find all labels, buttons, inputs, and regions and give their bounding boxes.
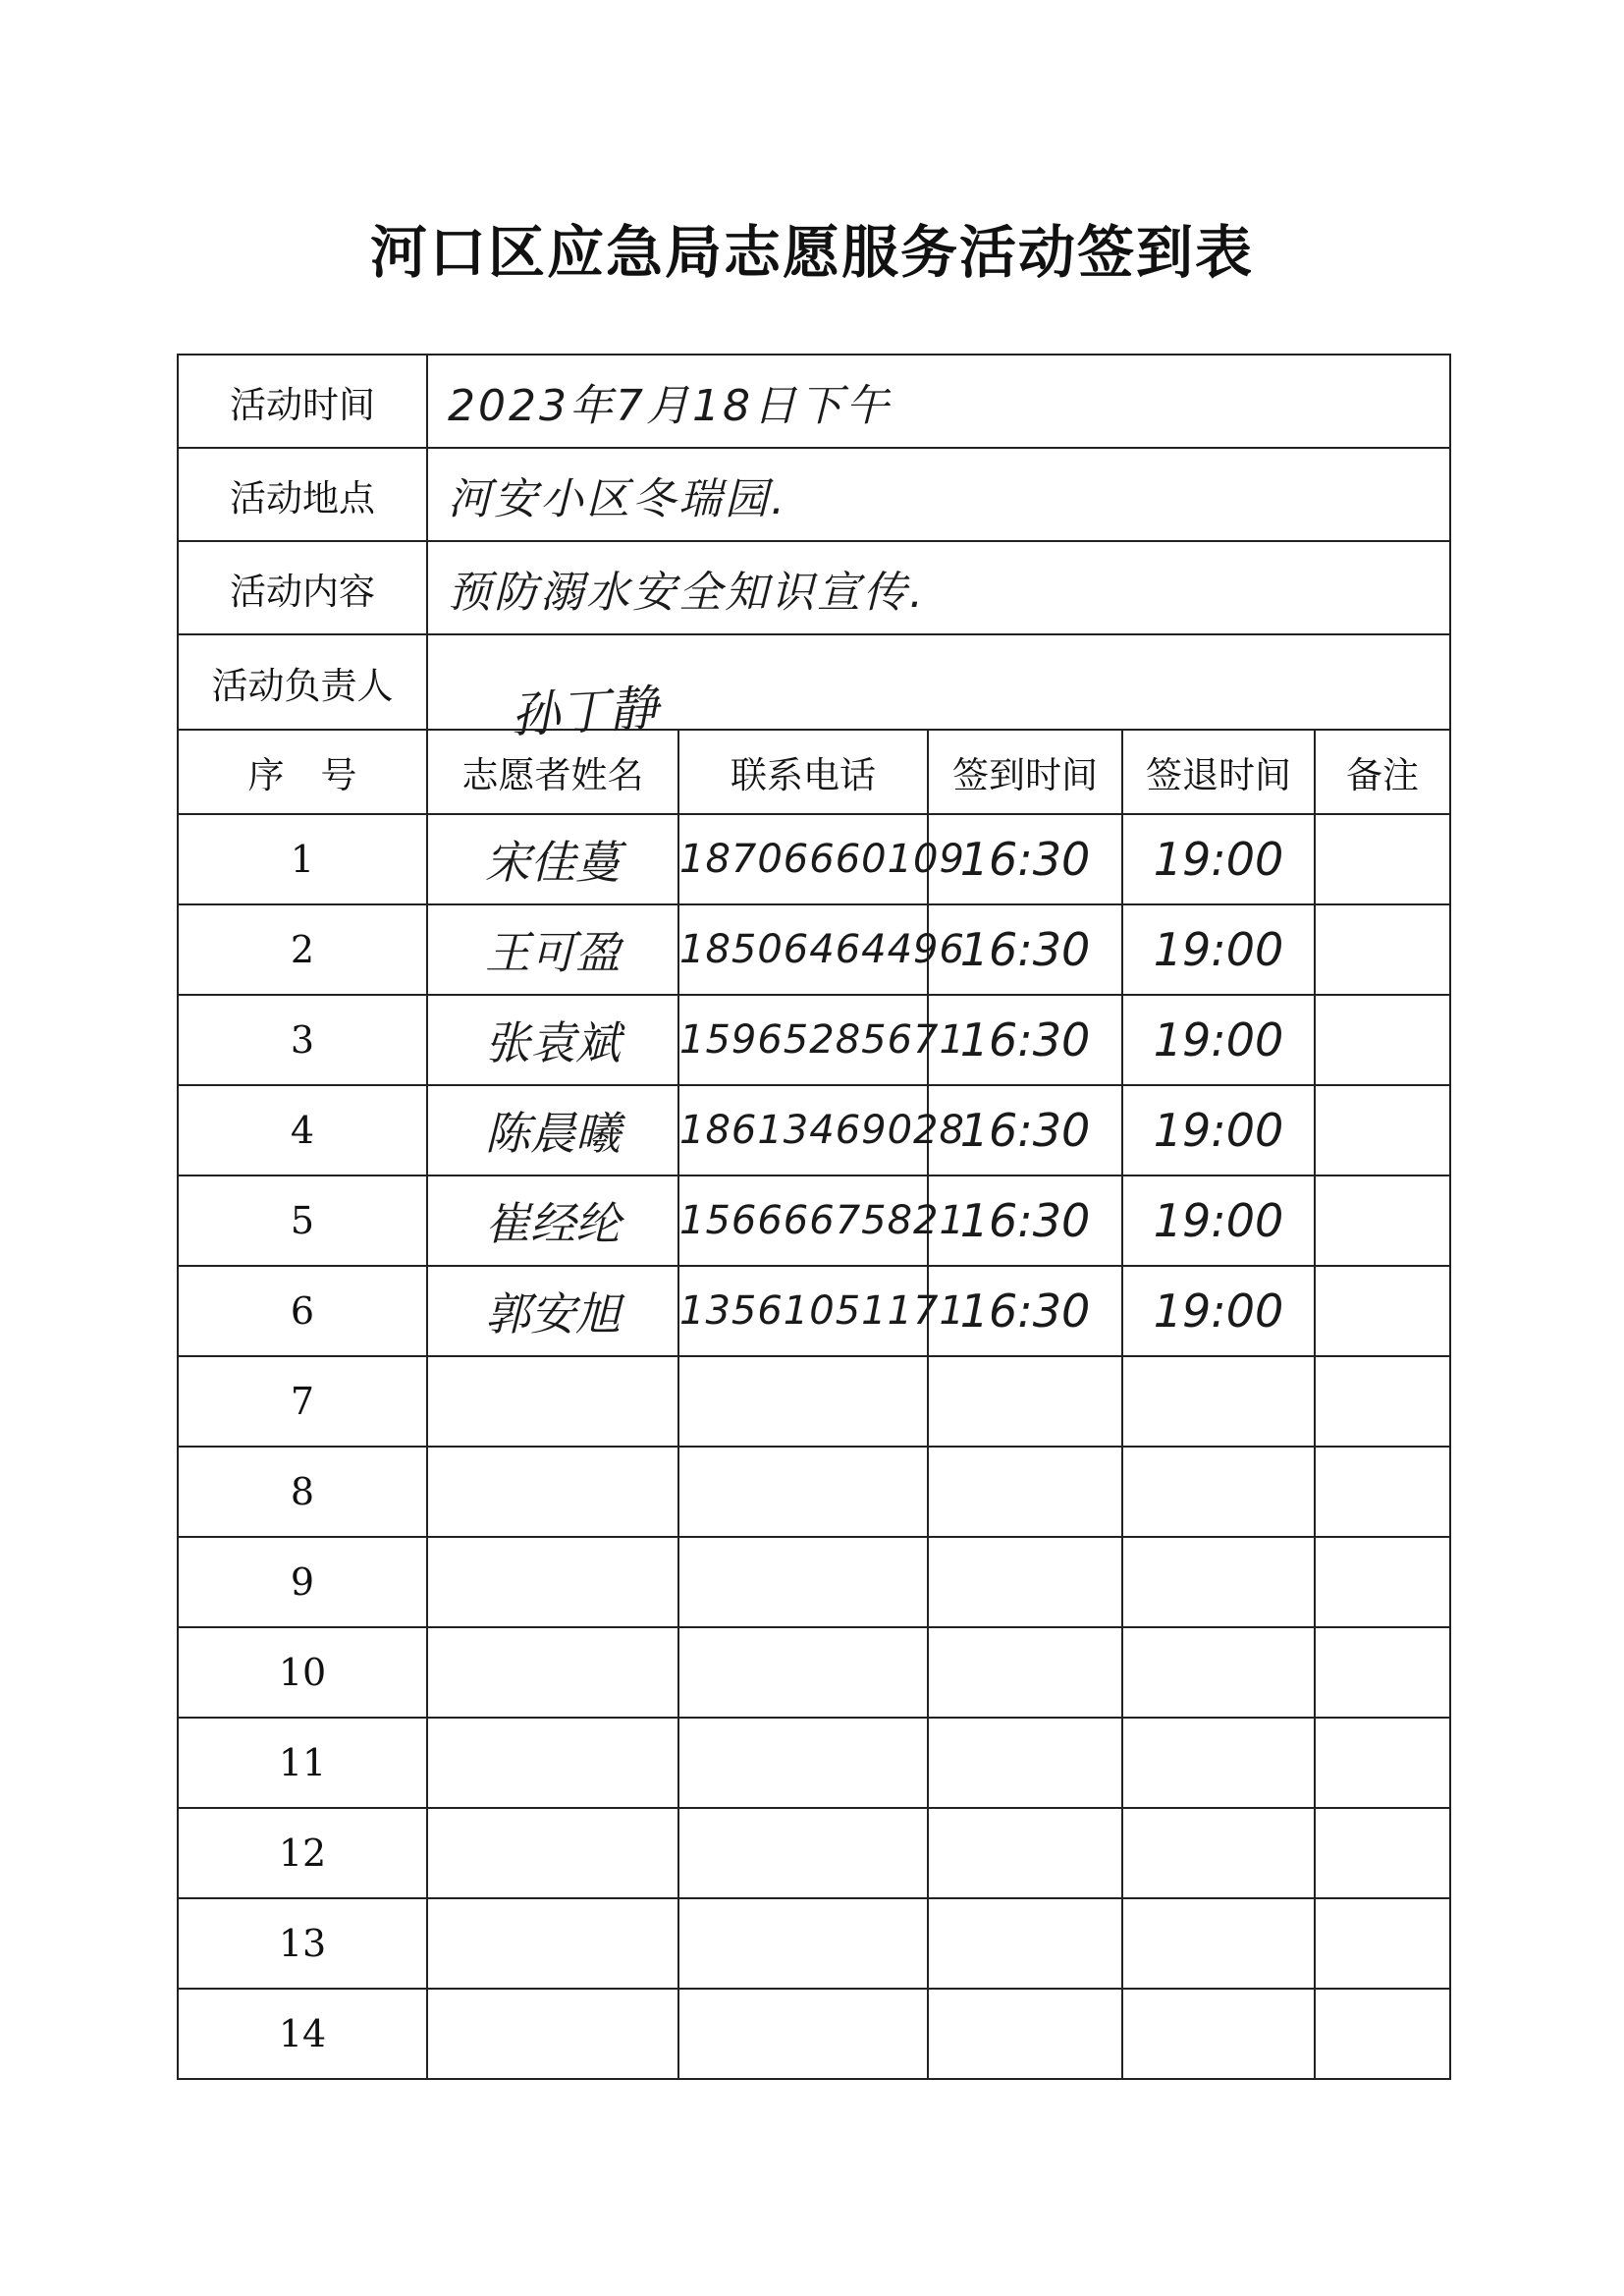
table-row: [178, 1898, 1450, 1989]
note: [1315, 904, 1450, 995]
table-row: [178, 1447, 1450, 1537]
column-header-note: 备注: [1315, 730, 1450, 814]
row-number: 12: [178, 1808, 427, 1898]
sign-out-time: 19:00: [1122, 1085, 1315, 1175]
table-row: [178, 1627, 1450, 1718]
row-number: 11: [178, 1718, 427, 1808]
volunteer-name: [427, 1898, 678, 1989]
phone-number: 18706660109: [678, 814, 928, 904]
note: [1315, 1537, 1450, 1627]
volunteer-name: [427, 1718, 678, 1808]
phone-number: [678, 1989, 928, 2079]
phone-number: [678, 1718, 928, 1808]
sign-in-time: 16:30: [928, 904, 1122, 995]
note: [1315, 1627, 1450, 1718]
info-value-content: 预防溺水安全知识宣传.: [427, 541, 1450, 634]
row-number: 7: [178, 1356, 427, 1447]
note: [1315, 1989, 1450, 2079]
note: [1315, 1718, 1450, 1808]
phone-number: 15965285671: [678, 995, 928, 1085]
note: [1315, 1175, 1450, 1266]
column-header-number: 序 号: [178, 730, 427, 814]
row-number: 1: [178, 814, 427, 904]
phone-number: [678, 1627, 928, 1718]
sign-in-time: [928, 1989, 1122, 2079]
volunteer-name: 宋佳蔓: [427, 814, 678, 904]
info-label: 活动时间: [178, 355, 427, 448]
table-row: [178, 904, 1450, 995]
phone-number: [678, 1356, 928, 1447]
table-row: [178, 1989, 1450, 2079]
phone-number: [678, 1537, 928, 1627]
sign-in-time: [928, 1356, 1122, 1447]
table-row: [178, 1356, 1450, 1447]
sign-out-time: [1122, 1537, 1315, 1627]
volunteer-name: [427, 1447, 678, 1537]
info-row-leader: [178, 634, 1450, 730]
leader-signature: 孙丁静: [509, 680, 660, 744]
info-value-location: 河安小区冬瑞园.: [427, 448, 1450, 541]
volunteer-name: 陈晨曦: [427, 1085, 678, 1175]
volunteer-name: [427, 1356, 678, 1447]
info-label: 活动内容: [178, 541, 427, 634]
note: [1315, 1085, 1450, 1175]
column-header-sign-in: 签到时间: [928, 730, 1122, 814]
sign-in-time: [928, 1447, 1122, 1537]
sign-out-time: 19:00: [1122, 814, 1315, 904]
row-number: 8: [178, 1447, 427, 1537]
row-number: 9: [178, 1537, 427, 1627]
sign-in-time: [928, 1808, 1122, 1898]
note: [1315, 995, 1450, 1085]
row-number: 2: [178, 904, 427, 995]
volunteer-name: 郭安旭: [427, 1266, 678, 1356]
info-row-time: [178, 355, 1450, 448]
note: [1315, 1447, 1450, 1537]
table-row: [178, 1808, 1450, 1898]
sign-out-time: [1122, 1627, 1315, 1718]
volunteer-rows: [178, 814, 1450, 2079]
sign-in-time: [928, 1898, 1122, 1989]
sign-out-time: 19:00: [1122, 1266, 1315, 1356]
row-number: 10: [178, 1627, 427, 1718]
table-row: [178, 1266, 1450, 1356]
phone-number: 18613469028: [678, 1085, 928, 1175]
info-row-location: [178, 448, 1450, 541]
column-header-name: 志愿者姓名: [427, 730, 678, 814]
sign-out-time: [1122, 1447, 1315, 1537]
sign-in-time: 16:30: [928, 1085, 1122, 1175]
table-row: [178, 814, 1450, 904]
table-row: [178, 1085, 1450, 1175]
info-label: 活动地点: [178, 448, 427, 541]
sign-in-time: [928, 1627, 1122, 1718]
row-number: 5: [178, 1175, 427, 1266]
table-row: [178, 995, 1450, 1085]
row-number: 14: [178, 1989, 427, 2079]
column-header-phone: 联系电话: [678, 730, 928, 814]
row-number: 4: [178, 1085, 427, 1175]
phone-number: 18506464496: [678, 904, 928, 995]
sign-out-time: 19:00: [1122, 1175, 1315, 1266]
sign-in-time: 16:30: [928, 1175, 1122, 1266]
sign-out-time: [1122, 1989, 1315, 2079]
row-number: 13: [178, 1898, 427, 1989]
phone-number: 13561051171: [678, 1266, 928, 1356]
note: [1315, 1266, 1450, 1356]
column-header-row: [178, 730, 1450, 814]
phone-number: [678, 1808, 928, 1898]
volunteer-name: [427, 1989, 678, 2079]
sign-out-time: 19:00: [1122, 904, 1315, 995]
sign-out-time: [1122, 1808, 1315, 1898]
volunteer-name: [427, 1627, 678, 1718]
volunteer-name: [427, 1808, 678, 1898]
volunteer-name: 王可盈: [427, 904, 678, 995]
sign-in-time: 16:30: [928, 1266, 1122, 1356]
sign-in-table: [177, 354, 1451, 2080]
info-row-content: [178, 541, 1450, 634]
row-number: 6: [178, 1266, 427, 1356]
note: [1315, 814, 1450, 904]
sign-out-time: [1122, 1718, 1315, 1808]
note: [1315, 1808, 1450, 1898]
phone-number: [678, 1447, 928, 1537]
note: [1315, 1356, 1450, 1447]
sign-out-time: 19:00: [1122, 995, 1315, 1085]
note: [1315, 1898, 1450, 1989]
phone-number: 15666675821: [678, 1175, 928, 1266]
sign-in-time: [928, 1537, 1122, 1627]
sign-out-time: [1122, 1898, 1315, 1989]
sign-out-time: [1122, 1356, 1315, 1447]
sign-in-time: 16:30: [928, 995, 1122, 1085]
sign-in-time: [928, 1718, 1122, 1808]
form-title: 河口区应急局志愿服务活动签到表: [369, 219, 1254, 286]
volunteer-name: [427, 1537, 678, 1627]
sign-in-time: 16:30: [928, 814, 1122, 904]
column-header-sign-out: 签退时间: [1122, 730, 1315, 814]
volunteer-name: 崔经纶: [427, 1175, 678, 1266]
row-number: 3: [178, 995, 427, 1085]
info-value-time: 2023年7月18日下午: [427, 355, 1450, 448]
phone-number: [678, 1898, 928, 1989]
table-row: [178, 1175, 1450, 1266]
info-label: 活动负责人: [178, 634, 427, 730]
volunteer-name: 张袁斌: [427, 995, 678, 1085]
table-row: [178, 1537, 1450, 1627]
table-row: [178, 1718, 1450, 1808]
